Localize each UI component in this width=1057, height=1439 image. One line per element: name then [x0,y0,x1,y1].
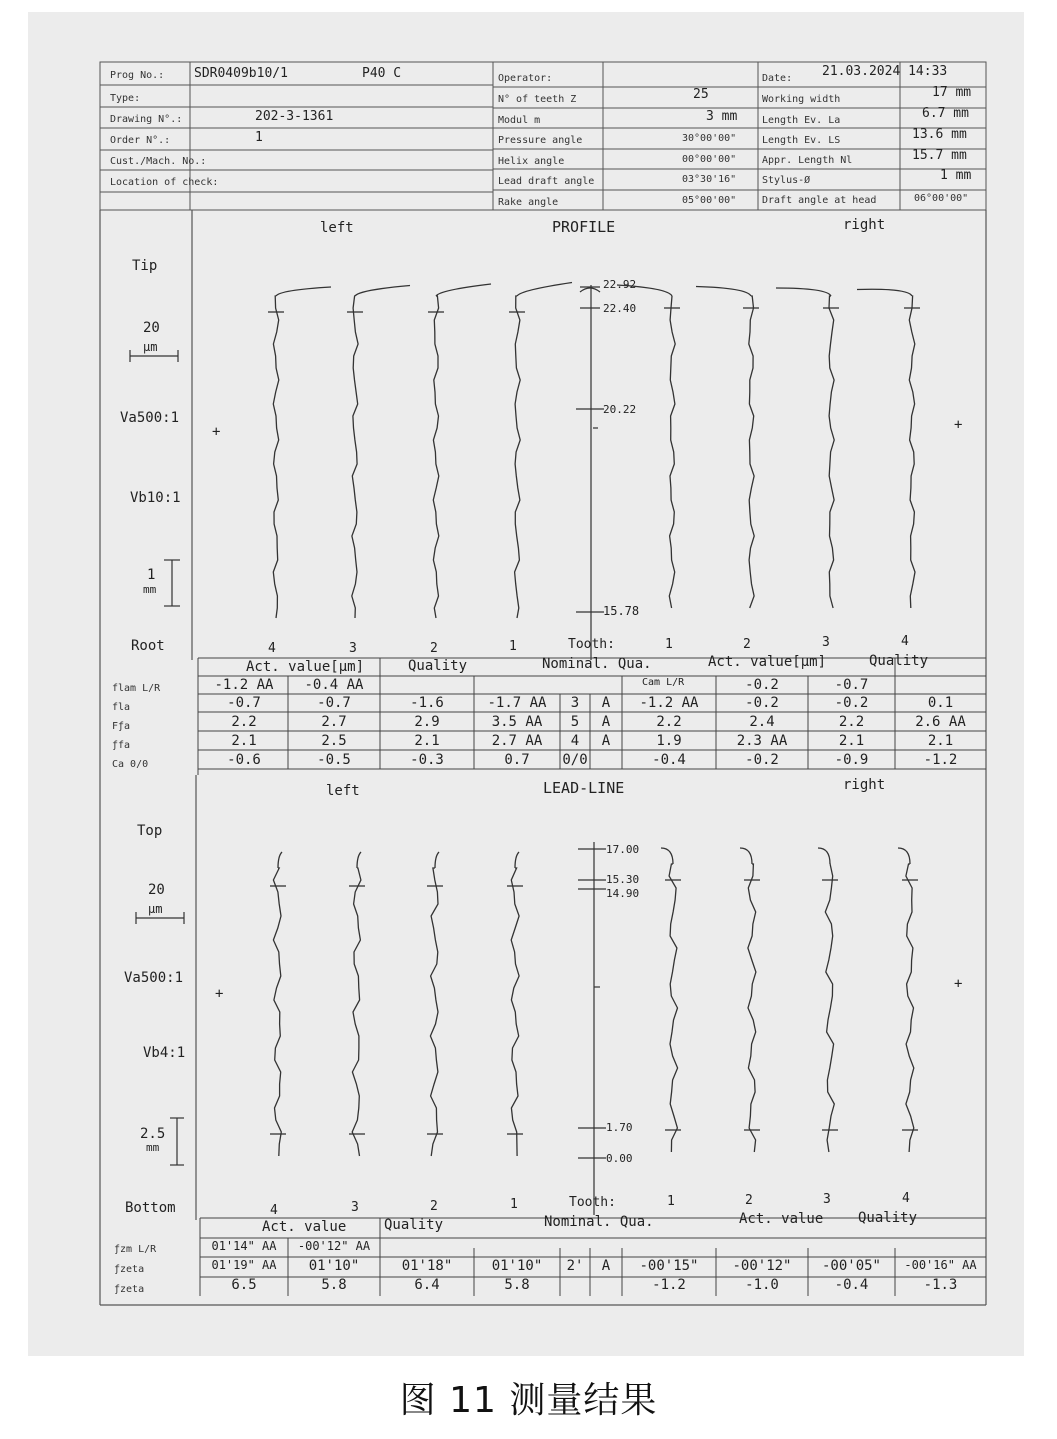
lead-vb: Vb4:1 [143,1045,186,1061]
pressure-label: Pressure angle [498,135,583,146]
lead-plus-left: + [215,986,224,1002]
profile-cell-r4-c9: 2.1 [838,733,865,749]
lead-cell-r2-c6: A [601,1258,611,1274]
profile-cell-r3-c9: 2.2 [838,714,865,730]
profile-cell-r5-c10: -1.2 [923,752,958,768]
profile-cell-r3-c1: 2.2 [231,714,257,730]
profile-cell-r2-c5: 3 [570,695,580,711]
lead-mm-unit: mm [146,1141,160,1154]
teeth-label: N° of teeth Z [498,94,577,105]
profile-right-tooth-2: 2 [743,637,751,652]
profile-cell-r4-c2: 2.5 [321,733,347,749]
prog-no: SDR0409b10/1 [194,66,288,81]
lead-cell-r3-c8: -1.0 [745,1277,779,1293]
profile-scale-um: 20 [143,320,160,336]
lead-tick-2: 15.30 [606,873,640,886]
profile-cell-r4-c4: 2.7 AA [491,733,543,749]
lead-right-tooth-1: 1 [667,1194,675,1209]
profile-cell-r5-c2: -0.5 [317,752,351,768]
profile-cell-r5-c1: -0.6 [227,752,261,768]
profile-cell-r3-c5: 5 [570,714,580,730]
lead-tick-4: 1.70 [606,1121,633,1134]
lead-right-label: right [843,777,886,793]
date-label: Date: [762,73,793,84]
lead-cell-r3-c1: 6.5 [231,1277,257,1293]
lead-cell-r2-c7: -00'15" [639,1258,699,1274]
order-label: Order N°.: [110,135,171,146]
lead-scale-mm: 2.5 [140,1126,166,1142]
lead-draft-label: Lead draft angle [498,176,595,187]
profile-left-tooth-4: 4 [268,641,276,656]
lead-left-tooth-4: 4 [270,1203,278,1218]
profile-right-tooth-3: 3 [822,635,830,650]
location-label: Location of check: [110,177,219,188]
profile-tick-3: 20.22 [603,403,637,416]
profile-left-tooth-2: 2 [430,641,438,656]
profile-tick-4: 15.78 [603,604,640,618]
lead-hdr-act-left: Act. value [262,1219,347,1235]
operator-label: Operator: [498,73,553,84]
profile-cell-r3-c10: 2.6 AA [915,714,966,730]
profile-cell-r2-c8: -0.2 [745,695,779,711]
profile-cell-r3-c4: 3.5 AA [491,714,543,730]
lead-cell-r2-c4: 01'10" [491,1258,543,1274]
profile-cell-r2-c3: -1.6 [410,695,444,711]
profile-cell-r5-c8: -0.2 [745,752,779,768]
profile-va: Va500:1 [120,410,180,426]
lead-tick-1: 17.00 [606,843,640,856]
profile-left-label: left [320,220,354,236]
lead-tooth-label: Tooth: [569,1195,616,1210]
profile-tip-label: Tip [132,258,158,274]
profile-cell-r3-c6: A [601,714,611,730]
profile-row-label-2: fla [112,702,131,713]
lead-top-label: Top [137,823,163,839]
lead-draft-value: 03°30'16" [682,174,737,185]
lead-right-tooth-3: 3 [823,1192,831,1207]
lead-cell-r1-c2: -00'12" AA [297,1239,371,1253]
profile-cell-r2-c1: -0.7 [227,695,261,711]
profile-cell-r4-c7: 1.9 [656,733,682,749]
profile-cell-r1-c9: -0.7 [834,677,869,693]
profile-mm-unit: mm [143,583,157,596]
length-la-value: 6.7 mm [922,106,969,121]
prog-no-label: Prog No.: [110,70,165,81]
lead-cell-r2-c9: -00'05" [821,1258,881,1274]
modul-label: Modul m [498,115,541,126]
lead-left-tooth-3: 3 [351,1200,359,1215]
lead-cell-r3-c7: -1.2 [652,1277,686,1293]
helix-value: 00°00'00" [682,154,737,165]
profile-cell-r1-c1: -1.2 AA [214,677,274,693]
profile-hdr-quality-right: Quality [869,653,929,669]
helix-label: Helix angle [498,156,565,167]
profile-hdr-nominal: Nominal. Qua. [542,656,652,672]
profile-cell-r5-c5: 0/0 [562,752,588,768]
profile-row-label-1: flam L/R [112,683,161,694]
stylus-value: 1 mm [940,168,972,183]
profile-cell-r2-c9: -0.2 [834,695,869,711]
lead-row-label-2: ƒzeta [114,1264,145,1275]
profile-tooth-label: Tooth: [568,637,615,652]
lead-title: LEAD-LINE [543,779,625,797]
lead-plus-right: + [954,976,963,992]
working-width-label: Working width [762,94,841,105]
lead-cell-r3-c3: 6.4 [414,1277,440,1293]
draft-head-label: Draft angle at head [762,195,877,206]
length-la-label: Length Ev. La [762,115,841,126]
drawing-no: 202-3-1361 [255,109,334,124]
profile-title: PROFILE [552,218,616,236]
draft-head-value: 06°00'00" [914,193,969,204]
profile-cell-r3-c2: 2.7 [321,714,347,730]
lead-tick-5: 0.00 [606,1152,633,1165]
profile-cell-r5-c4: 0.7 [504,752,530,768]
profile-left-tooth-3: 3 [349,641,357,656]
profile-left-tooth-1: 1 [509,639,517,654]
lead-cell-r2-c5: 2' [566,1258,584,1274]
profile-plus-right: + [954,417,963,433]
profile-row-label-5: Ca 0/0 [112,759,149,770]
order-no: 1 [255,130,263,145]
profile-hdr-act-left: Act. value[μm] [246,659,365,675]
modul-value: 3 mm [706,109,738,124]
lead-va: Va500:1 [124,970,184,986]
profile-cam-label: Cam L/R [642,677,685,688]
lead-right-tooth-2: 2 [745,1193,753,1208]
working-width-value: 17 mm [932,85,972,100]
profile-um-unit: μm [143,340,158,354]
lead-scale-um: 20 [148,882,165,898]
length-ls-value: 13.6 mm [912,127,967,142]
profile-cell-r2-c2: -0.7 [317,695,351,711]
profile-cell-r1-c8: -0.2 [745,677,779,693]
pressure-value: 30°00'00" [682,133,737,144]
lead-cell-r2-c10: -00'16" AA [904,1258,977,1272]
profile-right-label: right [843,217,886,233]
rake-label: Rake angle [498,197,559,208]
profile-right-tooth-4: 4 [901,634,909,649]
profile-root-label: Root [131,638,165,654]
figure-caption: 图 11 测量结果 [399,1380,658,1421]
lead-cell-r3-c4: 5.8 [504,1277,530,1293]
lead-right-tooth-4: 4 [902,1191,910,1206]
profile-cell-r1-c2: -0.4 AA [304,677,364,693]
teeth-value: 25 [693,87,709,102]
lead-cell-r2-c2: 01'10" [308,1258,360,1274]
lead-row-label-3: ƒzeta [114,1284,145,1295]
profile-row-label-4: ƒfa [112,740,131,751]
lead-cell-r3-c9: -0.4 [834,1277,869,1293]
lead-hdr-quality-left: Quality [384,1217,444,1233]
profile-cell-r2-c7: -1.2 AA [639,695,699,711]
profile-cell-r3-c8: 2.4 [749,714,775,730]
lead-left-tooth-1: 1 [510,1197,518,1212]
cust-label: Cust./Mach. No.: [110,156,207,167]
profile-cell-r4-c6: A [601,733,611,749]
appr-length-label: Appr. Length Nl [762,155,853,166]
lead-cell-r2-c8: -00'12" [732,1258,792,1274]
lead-row-label-1: ƒzm L/R [114,1244,157,1255]
profile-tick-2: 22.40 [603,302,637,315]
profile-cell-r3-c7: 2.2 [656,714,682,730]
prog-suffix: P40 C [362,66,402,81]
profile-cell-r2-c6: A [601,695,611,711]
profile-cell-r4-c8: 2.3 AA [736,733,788,749]
profile-tick-1: 22.92 [603,278,637,291]
profile-cell-r4-c3: 2.1 [414,733,440,749]
lead-hdr-quality-right: Quality [858,1210,918,1226]
lead-hdr-act-right: Act. value [739,1211,824,1227]
stylus-label: Stylus-Ø [762,175,811,186]
profile-cell-r5-c3: -0.3 [410,752,444,768]
profile-cell-r4-c5: 4 [570,733,580,749]
profile-cell-r2-c10: 0.1 [927,695,954,711]
profile-plus-left: + [212,424,221,440]
lead-bottom-label: Bottom [125,1200,176,1216]
profile-hdr-act-right: Act. value[μm] [708,654,827,670]
profile-vb: Vb10:1 [130,490,181,506]
lead-cell-r1-c1: 01'14" AA [211,1239,277,1253]
drawing-label: Drawing N°.: [110,114,183,125]
lead-cell-r2-c1: 01'19" AA [211,1258,277,1272]
lead-um-unit: μm [148,902,163,916]
lead-hdr-nominal: Nominal. Qua. [544,1214,654,1230]
profile-scale-mm: 1 [147,567,156,583]
profile-cell-r2-c4: -1.7 AA [487,695,547,711]
profile-row-label-3: Fƒa [112,721,131,732]
profile-cell-r4-c10: 2.1 [927,733,954,749]
lead-cell-r3-c10: -1.3 [923,1277,958,1293]
profile-cell-r5-c7: -0.4 [652,752,686,768]
profile-cell-r5-c9: -0.9 [834,752,869,768]
profile-cell-r4-c1: 2.1 [231,733,257,749]
date-value: 21.03.2024 14:33 [822,64,948,79]
profile-hdr-quality-left: Quality [408,658,468,674]
appr-length-value: 15.7 mm [912,148,967,163]
rake-value: 05°00'00" [682,195,737,206]
profile-cell-r3-c3: 2.9 [414,714,440,730]
lead-left-label: left [326,783,360,799]
lead-tick-3: 14.90 [606,887,640,900]
lead-cell-r3-c2: 5.8 [321,1277,347,1293]
profile-right-tooth-1: 1 [665,637,673,652]
length-ls-label: Length Ev. LS [762,135,841,146]
type-label: Type: [110,93,141,104]
lead-cell-r2-c3: 01'18" [401,1258,453,1274]
lead-left-tooth-2: 2 [430,1199,438,1214]
